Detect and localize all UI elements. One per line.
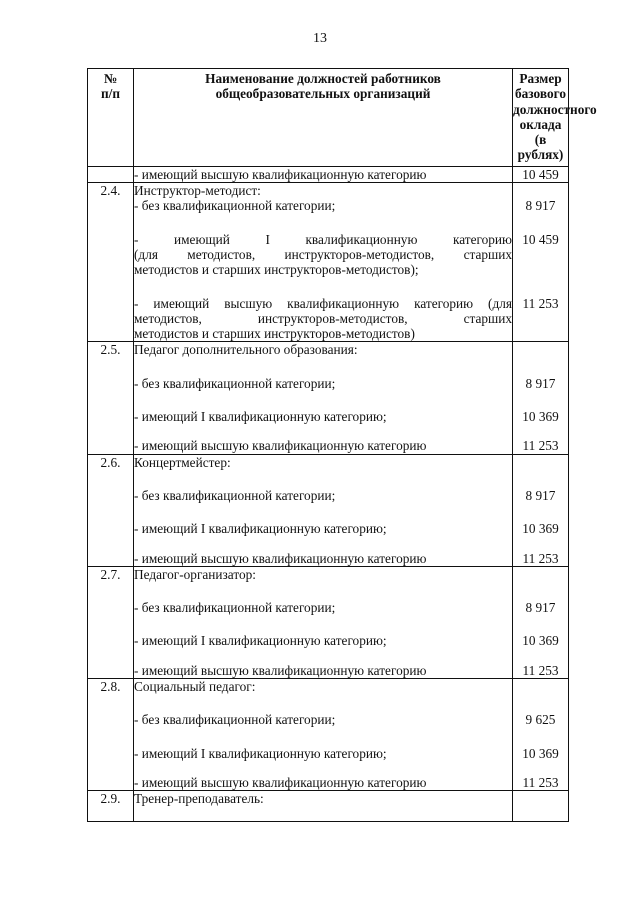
header-name-line: общеобразовательных организаций [215, 86, 431, 102]
spacer [134, 807, 512, 821]
header-num-line: № [103, 71, 118, 86]
spacer [513, 247, 568, 262]
row-value [513, 454, 569, 566]
item-value: 10 369 [522, 521, 559, 537]
spacer [513, 679, 568, 694]
item-text: - имеющий I квалификационную категорию; [134, 745, 387, 761]
spacer [134, 537, 512, 551]
spacer [513, 761, 568, 775]
table-row [88, 183, 569, 342]
spacer [134, 582, 512, 600]
item-text: - имеющий высшую квалификационную категорию [134, 662, 427, 678]
row-value [513, 679, 569, 791]
spacer [134, 391, 512, 409]
spacer [513, 615, 568, 633]
spacer [513, 649, 568, 663]
spacer [134, 761, 512, 775]
row-name [134, 791, 513, 821]
spacer [134, 278, 512, 296]
row-name [134, 166, 513, 182]
row-value [513, 166, 569, 182]
spacer [513, 455, 568, 470]
item-text: - имеющий высшую квалификационную категорию [134, 438, 427, 454]
spacer [513, 582, 568, 600]
header-name [134, 69, 513, 167]
section-title: Концертмейстер: [134, 454, 231, 470]
row-name [134, 679, 513, 791]
item-value: 8 917 [525, 600, 556, 616]
item-text: - имеющий I квалификационную категорию; [134, 633, 387, 649]
spacer [134, 694, 512, 712]
item-text: - имеющий высшую квалификационную категорию [134, 550, 427, 566]
header-size [513, 69, 597, 167]
row-num: 2.9. [88, 791, 134, 821]
table-header-row [88, 69, 569, 167]
row-name [134, 566, 513, 678]
row-num [88, 166, 134, 182]
item-text: - имеющий высшую квалификационную категорию [134, 774, 427, 790]
table-row [88, 454, 569, 566]
item-text: - без квалификационной категории; [134, 712, 336, 728]
spacer [513, 391, 568, 409]
item-text: - имеющий I квалификационную категорию; [134, 409, 387, 425]
header-size-line: Размер [519, 71, 562, 86]
spacer [513, 567, 568, 582]
header-size-line: должностного [513, 101, 597, 117]
item-value: 8 917 [525, 198, 556, 214]
row-name [134, 342, 513, 454]
row-value [513, 183, 569, 342]
spacer [134, 358, 512, 376]
item-value: 11 253 [522, 774, 559, 790]
item-value: 9 625 [525, 712, 556, 728]
salary-table [87, 68, 597, 822]
spacer [134, 649, 512, 663]
table-row [88, 791, 569, 821]
item-text: - имеющий высшую квалификационную категорию (для [134, 295, 512, 311]
item-text: - имеющий I квалификационную категорию [134, 231, 512, 247]
page-number: 13 [313, 31, 327, 46]
item-value: 11 253 [522, 438, 559, 454]
item-text: - имеющий высшую квалификационную категорию [134, 166, 427, 182]
item-text: - без квалификационной категории; [134, 487, 336, 503]
row-num: 2.4. [88, 183, 134, 342]
item-value: 10 459 [522, 231, 559, 247]
item-text: методистов, инструкторов-методистов, старших [134, 310, 512, 326]
item-value: 10 369 [522, 745, 559, 761]
spacer [513, 424, 568, 438]
row-value [513, 791, 569, 821]
row-num: 2.8. [88, 679, 134, 791]
spacer [513, 358, 568, 376]
row-value [513, 566, 569, 678]
section-title: Инструктор-методист: [134, 183, 261, 199]
section-title: Педагог-организатор: [134, 566, 256, 582]
item-value: 11 253 [522, 550, 559, 566]
item-value: 10 459 [522, 166, 559, 182]
spacer [513, 342, 568, 357]
spacer [134, 503, 512, 521]
spacer [134, 728, 512, 746]
spacer [513, 262, 568, 277]
spacer [513, 694, 568, 712]
row-num: 2.7. [88, 566, 134, 678]
row-name [134, 183, 513, 342]
table-row [88, 342, 569, 454]
item-text: - без квалификационной категории; [134, 198, 336, 214]
item-text: методистов и старших инструкторов-методистов) [134, 326, 415, 342]
row-num: 2.6. [88, 454, 134, 566]
header-name-line: Наименование должностей работников [205, 71, 441, 86]
item-value: 10 369 [522, 633, 559, 649]
spacer [134, 615, 512, 633]
table-row [88, 566, 569, 678]
item-text: - без квалификационной категории; [134, 375, 336, 391]
item-text: (для методистов, инструкторов-методистов, старших [134, 246, 512, 262]
section-title: Социальный педагог: [134, 679, 256, 695]
spacer [513, 537, 568, 551]
spacer [513, 278, 568, 296]
item-text: - имеющий I квалификационную категорию; [134, 521, 387, 537]
header-size-line: (в рублях) [517, 132, 564, 163]
section-title: Тренер-преподаватель: [134, 791, 264, 807]
row-num: 2.5. [88, 342, 134, 454]
spacer [513, 728, 568, 746]
item-value: 8 917 [525, 375, 556, 391]
header-num [88, 69, 134, 167]
item-value: 11 253 [522, 662, 559, 678]
item-value: 10 369 [522, 409, 559, 425]
row-name [134, 454, 513, 566]
spacer [513, 214, 568, 232]
item-value: 11 253 [522, 295, 559, 311]
row-value [513, 342, 569, 454]
spacer [134, 424, 512, 438]
spacer [513, 183, 568, 198]
spacer [134, 214, 512, 232]
spacer [513, 470, 568, 488]
table-row [88, 166, 569, 182]
item-text: - без квалификационной категории; [134, 600, 336, 616]
table-row [88, 679, 569, 791]
item-value: 8 917 [525, 487, 556, 503]
spacer [134, 470, 512, 488]
header-num-line: п/п [100, 86, 121, 102]
spacer [513, 503, 568, 521]
header-size-line: базового [515, 86, 566, 102]
item-text: методистов и старших инструкторов-методистов); [134, 262, 419, 278]
header-size-line: оклада [519, 116, 562, 132]
section-title: Педагог дополнительного образования: [134, 342, 358, 358]
